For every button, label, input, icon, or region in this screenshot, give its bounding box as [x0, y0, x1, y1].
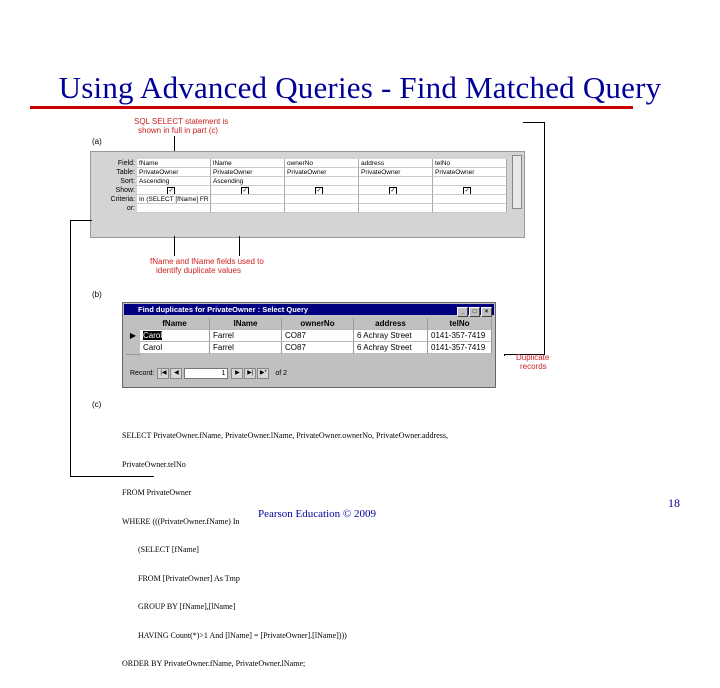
grid-criteria-1[interactable]: In (SELECT [fName] FR — [137, 195, 211, 204]
sql-line: FROM PrivateOwner — [122, 488, 192, 497]
show-checkbox-1[interactable]: ✓ — [168, 188, 174, 194]
grid-field-3[interactable]: ownerNo — [285, 159, 359, 168]
col-header-lname[interactable]: lName — [210, 318, 282, 330]
new-record-icon[interactable]: ▶* — [257, 368, 269, 379]
grid-table-3[interactable]: PrivateOwner — [285, 168, 359, 177]
record-navigation-bar — [126, 367, 492, 380]
grid-table-1[interactable]: PrivateOwner — [137, 168, 211, 177]
cell-lname[interactable]: Farrel — [210, 330, 282, 342]
grid-show-4[interactable] — [359, 186, 433, 195]
grid-or-4[interactable] — [359, 204, 433, 213]
close-icon[interactable]: × — [481, 307, 492, 317]
show-checkbox-5[interactable]: ✓ — [464, 188, 470, 194]
datasheet-header-row — [126, 318, 492, 330]
grid-table-2[interactable]: PrivateOwner — [211, 168, 285, 177]
grid-show-1[interactable] — [137, 186, 211, 195]
cell-fname-value[interactable]: Carol — [143, 331, 163, 340]
grid-label-show: Show: — [115, 187, 135, 194]
grid-sort-5[interactable] — [433, 177, 507, 186]
result-datasheet — [126, 318, 492, 354]
title-underline — [30, 106, 633, 109]
grid-show-5[interactable] — [433, 186, 507, 195]
previous-record-icon[interactable]: ◀ — [170, 368, 182, 379]
grid-label-sort: Sort: — [120, 178, 135, 185]
grid-show-2[interactable] — [211, 186, 285, 195]
grid-criteria-5[interactable] — [433, 195, 507, 204]
sql-line: (SELECT [fName] — [122, 545, 199, 554]
grid-field-2[interactable]: lName — [211, 159, 285, 168]
grid-label-or: or: — [126, 205, 135, 212]
grid-criteria-2[interactable] — [211, 195, 285, 204]
grid-table-4[interactable]: PrivateOwner — [359, 168, 433, 177]
cell-address[interactable]: 6 Achray Street — [354, 342, 428, 354]
fields-arrow-right — [239, 236, 240, 256]
show-checkbox-4[interactable]: ✓ — [390, 188, 396, 194]
grid-label-field: Field: — [117, 160, 135, 167]
record-selector-icon[interactable]: ▶ — [126, 330, 141, 343]
sql-arrow-bottom — [70, 476, 154, 477]
cell-address[interactable]: 6 Achray Street — [354, 330, 428, 342]
query-design-grid — [90, 151, 525, 238]
grid-table-5[interactable]: PrivateOwner — [433, 168, 507, 177]
sql-line: PrivateOwner.telNo — [122, 459, 186, 469]
dup-bracket-dot — [504, 355, 505, 356]
dup-arrow-top — [523, 122, 545, 123]
col-header-ownerno[interactable]: ownerNo — [282, 318, 354, 330]
sql-line: FROM [PrivateOwner] As Tmp — [122, 573, 240, 583]
cell-ownerno[interactable]: CO87 — [282, 342, 354, 354]
table-row[interactable] — [126, 330, 492, 342]
callout-dup-line1: Duplicate — [516, 353, 550, 362]
grid-or-2[interactable] — [211, 204, 285, 213]
callout-fields-line1: fName and lName fields used to — [150, 257, 264, 266]
label-b: (b) — [92, 290, 102, 299]
minimize-icon[interactable]: _ — [457, 307, 468, 317]
record-number-input[interactable]: 1 — [184, 368, 228, 379]
cell-lname[interactable]: Farrel — [210, 342, 282, 354]
sql-statement — [122, 412, 448, 688]
record-count: of 2 — [275, 370, 288, 377]
window-controls — [456, 305, 492, 317]
cell-ownerno[interactable]: CO87 — [282, 330, 354, 342]
sql-line: HAVING Count(*)>1 And [lName] = [PrivateOwner].[lName]))) — [122, 630, 347, 640]
grid-label-table: Table: — [116, 169, 135, 176]
cell-fname[interactable] — [140, 330, 210, 342]
cell-fname[interactable]: Carol — [140, 342, 210, 354]
slide-title: Using Advanced Queries - Find Matched Query — [58, 70, 662, 105]
record-selector[interactable] — [126, 342, 141, 355]
grid-sort-4[interactable] — [359, 177, 433, 186]
cell-telno[interactable]: 0141-357-7419 — [428, 330, 492, 342]
show-checkbox-2[interactable]: ✓ — [242, 188, 248, 194]
grid-show-3[interactable] — [285, 186, 359, 195]
first-record-icon[interactable]: |◀ — [157, 368, 169, 379]
grid-or-3[interactable] — [285, 204, 359, 213]
sql-line: SELECT PrivateOwner.fName, PrivateOwner.lName, PrivateOwner.ownerNo, PrivateOwner.address, — [122, 431, 448, 440]
grid-or-1[interactable] — [137, 204, 211, 213]
show-checkbox-3[interactable]: ✓ — [316, 188, 322, 194]
last-record-icon[interactable]: ▶| — [244, 368, 256, 379]
page-number: 18 — [668, 496, 680, 510]
query-result-window — [122, 302, 496, 388]
callout-dup-line2: records — [520, 362, 547, 371]
col-header-fname[interactable]: fName — [140, 318, 210, 330]
sql-arrow-top — [70, 220, 92, 221]
cell-telno[interactable]: 0141-357-7419 — [428, 342, 492, 354]
dup-arrow-vertical — [544, 122, 545, 354]
grid-or-5[interactable] — [433, 204, 507, 213]
col-header-telno[interactable]: telNo — [428, 318, 492, 330]
grid-criteria-3[interactable] — [285, 195, 359, 204]
next-record-icon[interactable]: ▶ — [231, 368, 243, 379]
maximize-icon[interactable]: □ — [469, 307, 480, 317]
grid-vertical-scrollbar[interactable] — [512, 155, 522, 209]
footer-copyright: Pearson Education © 2009 — [257, 508, 377, 520]
grid-sort-3[interactable] — [285, 177, 359, 186]
window-title: Find duplicates for PrivateOwner : Select Query — [138, 305, 309, 314]
window-title-bar[interactable] — [124, 304, 494, 315]
grid-criteria-4[interactable] — [359, 195, 433, 204]
grid-sort-2[interactable]: Ascending — [211, 177, 285, 186]
record-label: Record: — [130, 370, 155, 377]
callout-fields-line2: identify duplicate values — [156, 266, 241, 275]
fields-arrow-left — [174, 236, 175, 256]
grid-field-5[interactable]: telNo — [433, 159, 507, 168]
grid-field-1[interactable]: fName — [137, 159, 211, 168]
label-c: (c) — [92, 400, 102, 409]
label-a: (a) — [92, 137, 102, 146]
col-header-address[interactable]: address — [354, 318, 428, 330]
callout-sql-line1: SQL SELECT statement is — [134, 117, 229, 126]
callout-sql-line2: shown in full in part (c) — [138, 126, 219, 135]
sql-line: WHERE (((PrivateOwner.fName) In — [122, 516, 240, 526]
sql-line: GROUP BY [fName],[lName] — [122, 602, 236, 611]
grid-sort-1[interactable]: Ascending — [137, 177, 211, 186]
grid-field-4[interactable]: address — [359, 159, 433, 168]
sql-line: ORDER BY PrivateOwner.fName, PrivateOwner.lName; — [122, 659, 306, 668]
grid-label-criteria: Criteria: — [110, 196, 135, 203]
table-row[interactable] — [126, 342, 492, 354]
sql-arrow-vertical — [70, 220, 71, 476]
